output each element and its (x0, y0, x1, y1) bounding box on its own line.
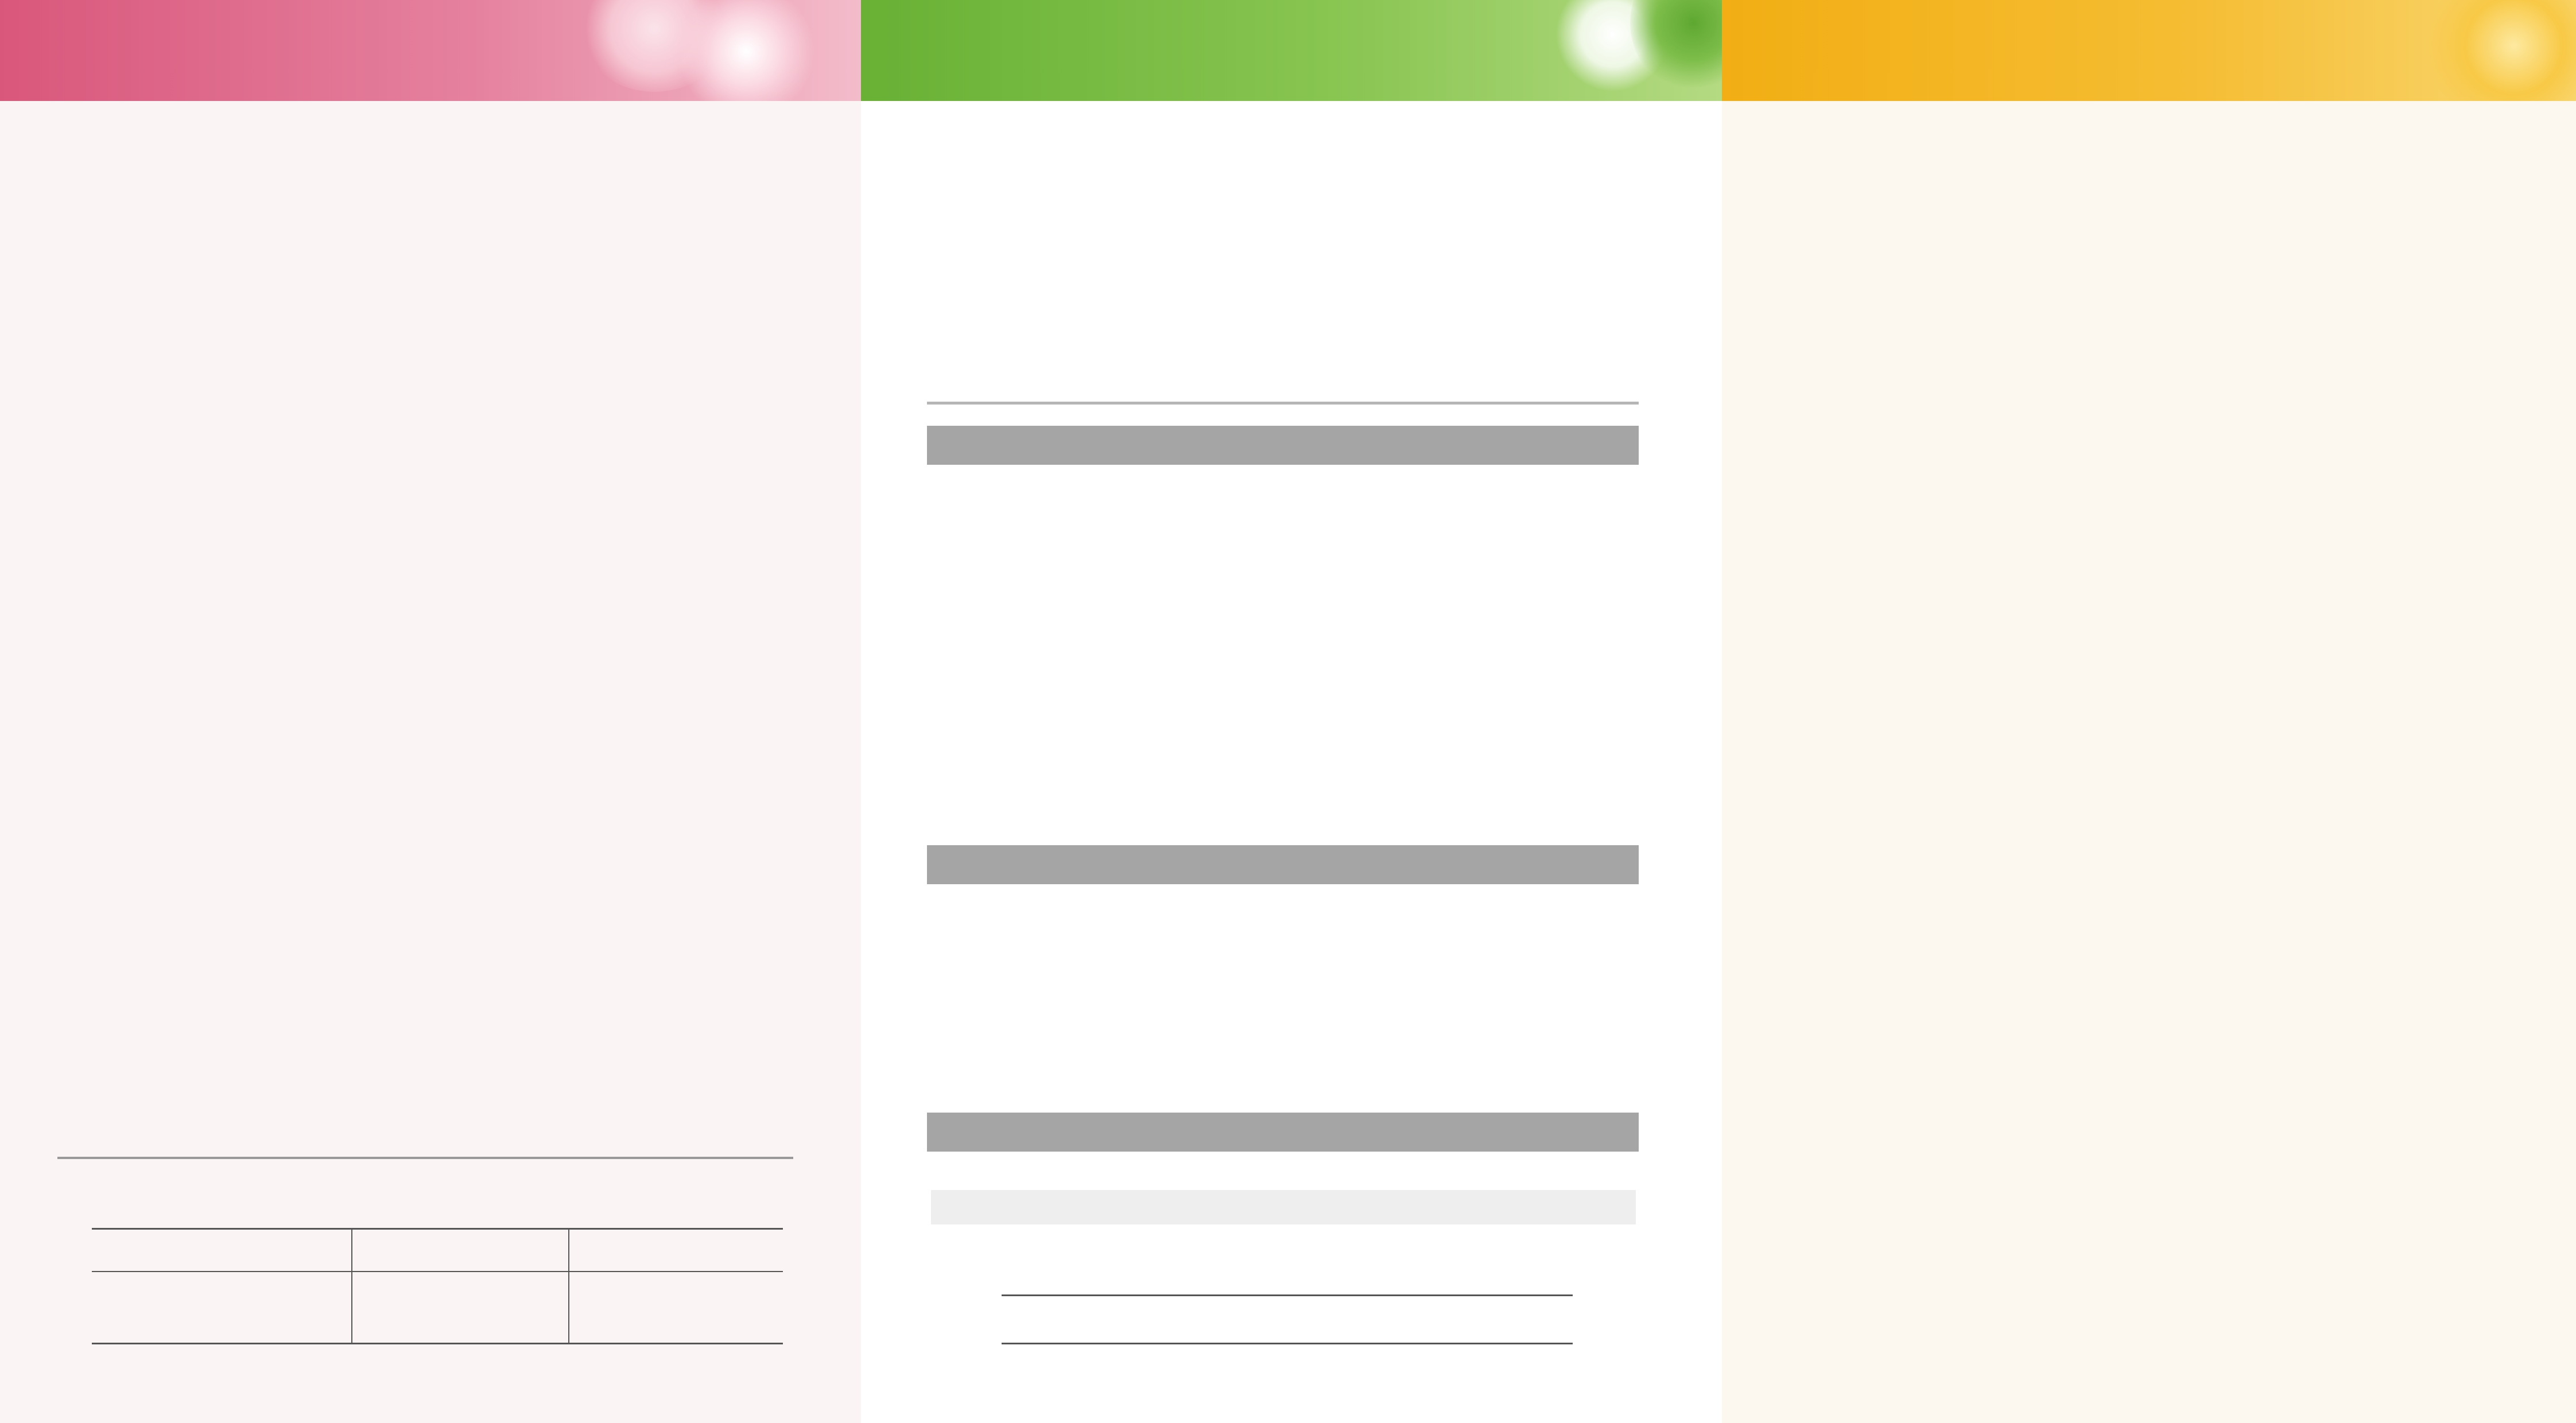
foreign-worship-band (927, 426, 1639, 465)
divider (57, 1157, 793, 1159)
dawn-content (1149, 1190, 1436, 1224)
wednesday-band (927, 845, 1639, 884)
blossom-decoration (677, 0, 815, 101)
dawn-band (927, 1113, 1639, 1152)
last-sermon-header (1722, 0, 2576, 101)
divider (927, 402, 1639, 405)
sunday-praise-header (861, 0, 1722, 101)
divider (1002, 1343, 1573, 1344)
dawn-leader (1471, 1190, 1636, 1224)
sunday-worship-header (0, 0, 861, 101)
sunday-worship-panel (0, 0, 861, 1423)
dawn-row (931, 1190, 1636, 1224)
dawn-label (931, 1190, 1063, 1224)
leaf-decoration (2428, 0, 2576, 101)
divider (1002, 1294, 1573, 1296)
last-sermon-panel (1722, 0, 2576, 1423)
